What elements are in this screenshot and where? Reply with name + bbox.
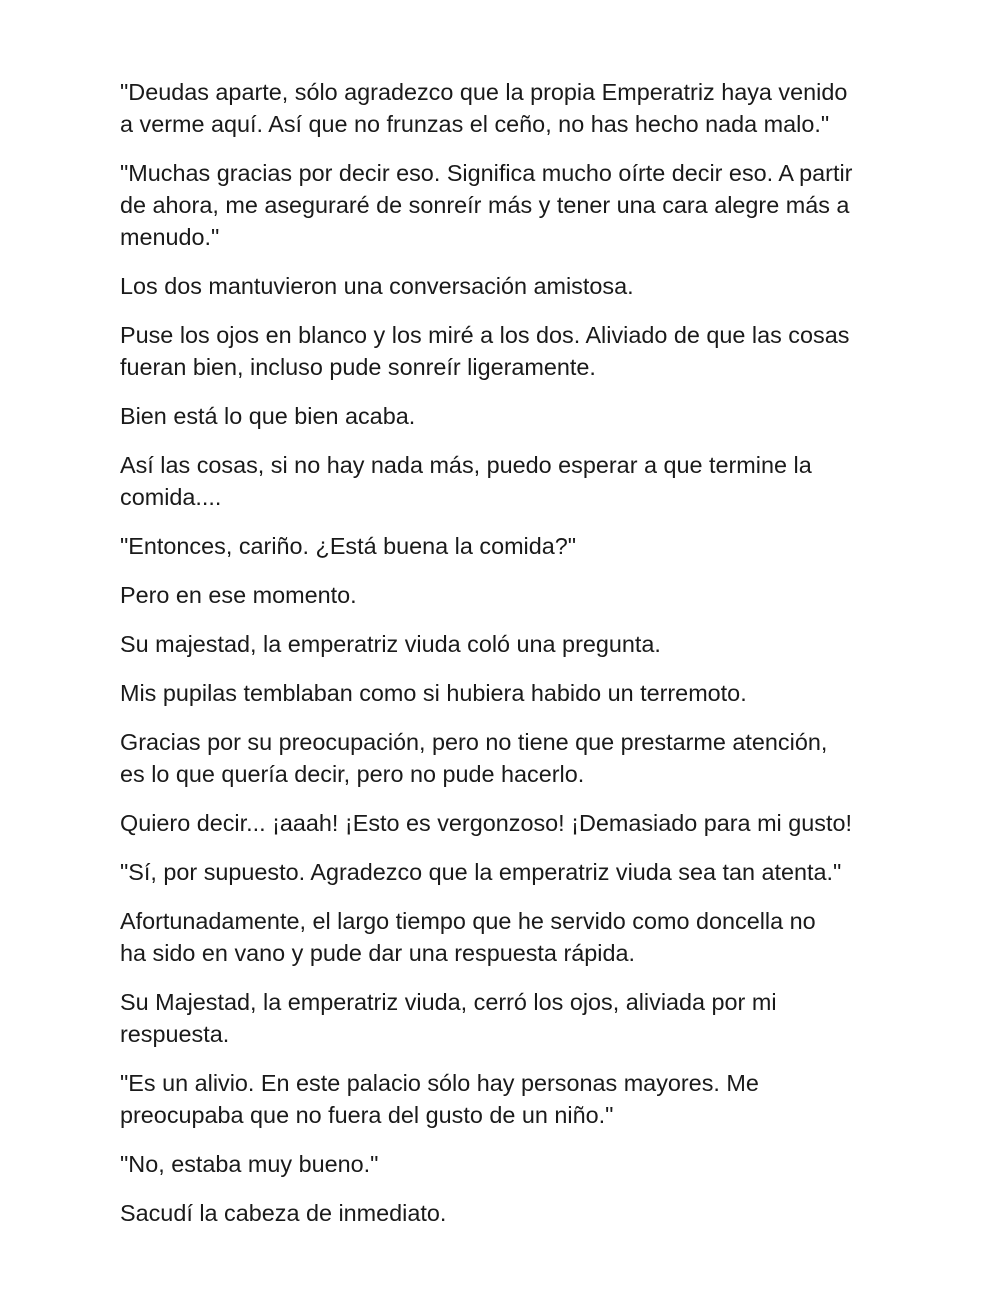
paragraph: Bien está lo que bien acaba. [120,403,416,429]
paragraph: Su Majestad, la emperatriz viuda, cerró los ojos, aliviada por mi respuesta. [120,989,777,1047]
document-body [120,76,920,1246]
paragraph: "Muchas gracias por decir eso. Significa mucho oírte decir eso. A partir de ahora, me aseguraré de sonreír más y tener una cara alegre más a menudo." [120,160,853,250]
paragraph: Quiero decir... ¡aaah! ¡Esto es vergonzoso! ¡Demasiado para mi gusto! [120,810,852,836]
paragraph: "Es un alivio. En este palacio sólo hay personas mayores. Me preocupaba que no fuera del gusto de un niño." [120,1070,759,1128]
paragraph: Mis pupilas temblaban como si hubiera habido un terremoto. [120,680,747,706]
paragraph: Afortunadamente, el largo tiempo que he servido como doncella no ha sido en vano y pude dar una respuesta rápida. [120,908,816,966]
paragraph: Su majestad, la emperatriz viuda coló una pregunta. [120,631,661,657]
paragraph: Pero en ese momento. [120,582,357,608]
paragraph: "Deudas aparte, sólo agradezco que la propia Emperatriz haya venido a verme aquí. Así que no frunzas el ceño, no has hecho nada malo." [120,79,848,137]
paragraph: Puse los ojos en blanco y los miré a los dos. Aliviado de que las cosas fueran bien, incluso pude sonreír ligeramente. [120,322,850,380]
paragraph: Gracias por su preocupación, pero no tiene que prestarme atención, es lo que quería decir, pero no pude hacerlo. [120,729,828,787]
paragraph: Los dos mantuvieron una conversación amistosa. [120,273,634,299]
paragraph: "Entonces, cariño. ¿Está buena la comida?" [120,533,577,559]
paragraph: Así las cosas, si no hay nada más, puedo esperar a que termine la comida.... [120,452,812,510]
paragraph: "Sí, por supuesto. Agradezco que la emperatriz viuda sea tan atenta." [120,859,842,885]
paragraph: Sacudí la cabeza de inmediato. [120,1200,447,1226]
paragraph: "No, estaba muy bueno." [120,1151,379,1177]
